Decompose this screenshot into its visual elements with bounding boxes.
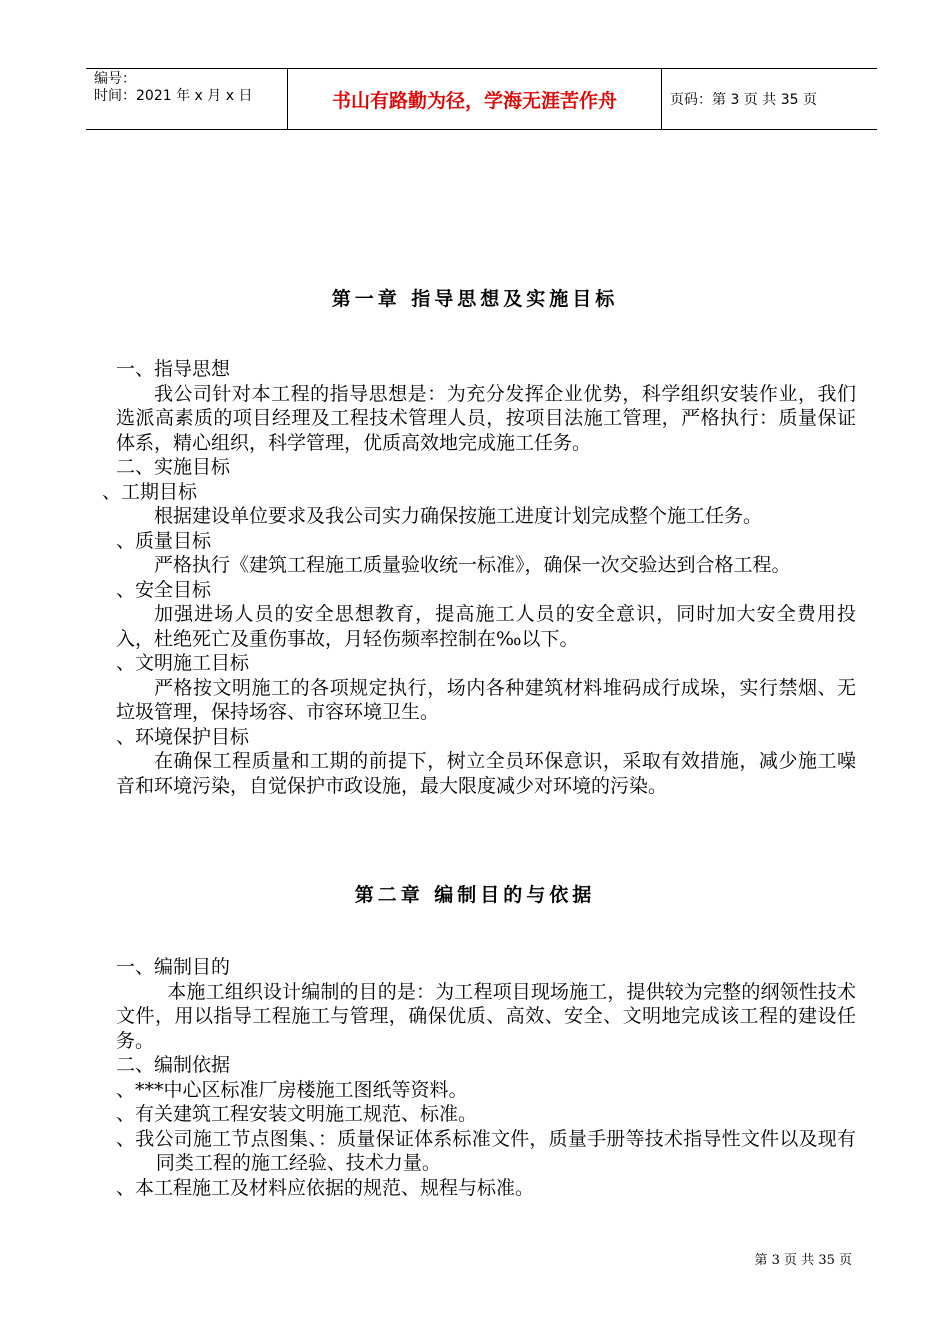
paragraph: 我公司针对本工程的指导思想是：为充分发挥企业优势，科学组织安装作业，我们选派高素质的项目经理及工程技术管理人员，按项目法施工管理，严格执行：质量保证体系，精心组织，科学管理，优质高效地完成施工任务。 <box>116 382 856 454</box>
number-label: 编号： <box>94 71 136 87</box>
paragraph: 根据建设单位要求及我公司实力确保按施工进度计划完成整个施工任务。 <box>154 505 763 527</box>
paragraph: 加强进场人员的安全思想教育，提高施工人员的安全意识，同时加大安全费用投入，杜绝死亡及重伤事故，月轻伤频率控制在‰以下。 <box>116 603 856 650</box>
paragraph: 在确保工程质量和工期的前提下，树立全员环保意识，采取有效措施，减少施工噪音和环境污染，自觉保护市政设施，最大限度减少对环境的污染。 <box>116 750 856 797</box>
goal-heading: 、质量目标 <box>116 529 212 552</box>
goal-heading: 、环境保护目标 <box>116 725 250 748</box>
chapter-1-body <box>102 357 856 798</box>
chapter-2-body <box>116 955 856 1200</box>
header-page-number: 页码：第 3 页 共 35 页 <box>670 92 817 108</box>
paragraph: 严格执行《建筑工程施工质量验收统一标准》，确保一次交验达到合格工程。 <box>154 554 791 576</box>
header-meta <box>86 69 288 129</box>
basis-item: 、***中心区标准厂房楼施工图纸等资料。 <box>116 1078 468 1101</box>
header-motto: 书山有路勤为径，学海无涯苦作舟 <box>288 69 662 129</box>
chapter-1-title: 第一章 指导思想及实施目标 <box>331 288 619 310</box>
goal-heading: 、工期目标 <box>102 480 198 503</box>
goal-heading: 、文明施工目标 <box>116 652 250 674</box>
goal-heading: 、安全目标 <box>116 578 212 601</box>
section-heading: 一、编制目的 <box>116 956 231 978</box>
chapter-2-title: 第二章 编制目的与依据 <box>354 884 596 906</box>
time-label: 时间：2021 年 x 月 x 日 <box>94 88 253 104</box>
paragraph: 严格按文明施工的各项规定执行，场内各种建筑材料堆码成行成垛，实行禁烟、无垃圾管理，保持场容、市容环境卫生。 <box>116 676 856 723</box>
page-footer-number: 第 3 页 共 35 页 <box>754 1253 852 1268</box>
basis-item: 、有关建筑工程安装文明施工规范、标准。 <box>116 1103 478 1125</box>
section-heading: 二、实施目标 <box>116 456 231 478</box>
paragraph: 本施工组织设计编制的目的是：为工程项目现场施工，提供较为完整的纲领性技术文件，用以指导工程施工与管理，确保优质、高效、安全、文明地完成该工程的建设任务。 <box>116 980 856 1052</box>
basis-item: 、本工程施工及材料应依据的规范、规程与标准。 <box>116 1176 535 1199</box>
page-header <box>86 68 877 130</box>
section-heading: 二、编制依据 <box>116 1054 231 1076</box>
section-heading: 一、指导思想 <box>116 358 231 380</box>
basis-item: 、我公司施工节点图集、：质量保证体系标准文件，质量手册等技术指导性文件以及现有同类工程的施工经验、技术力量。 <box>116 1127 856 1174</box>
